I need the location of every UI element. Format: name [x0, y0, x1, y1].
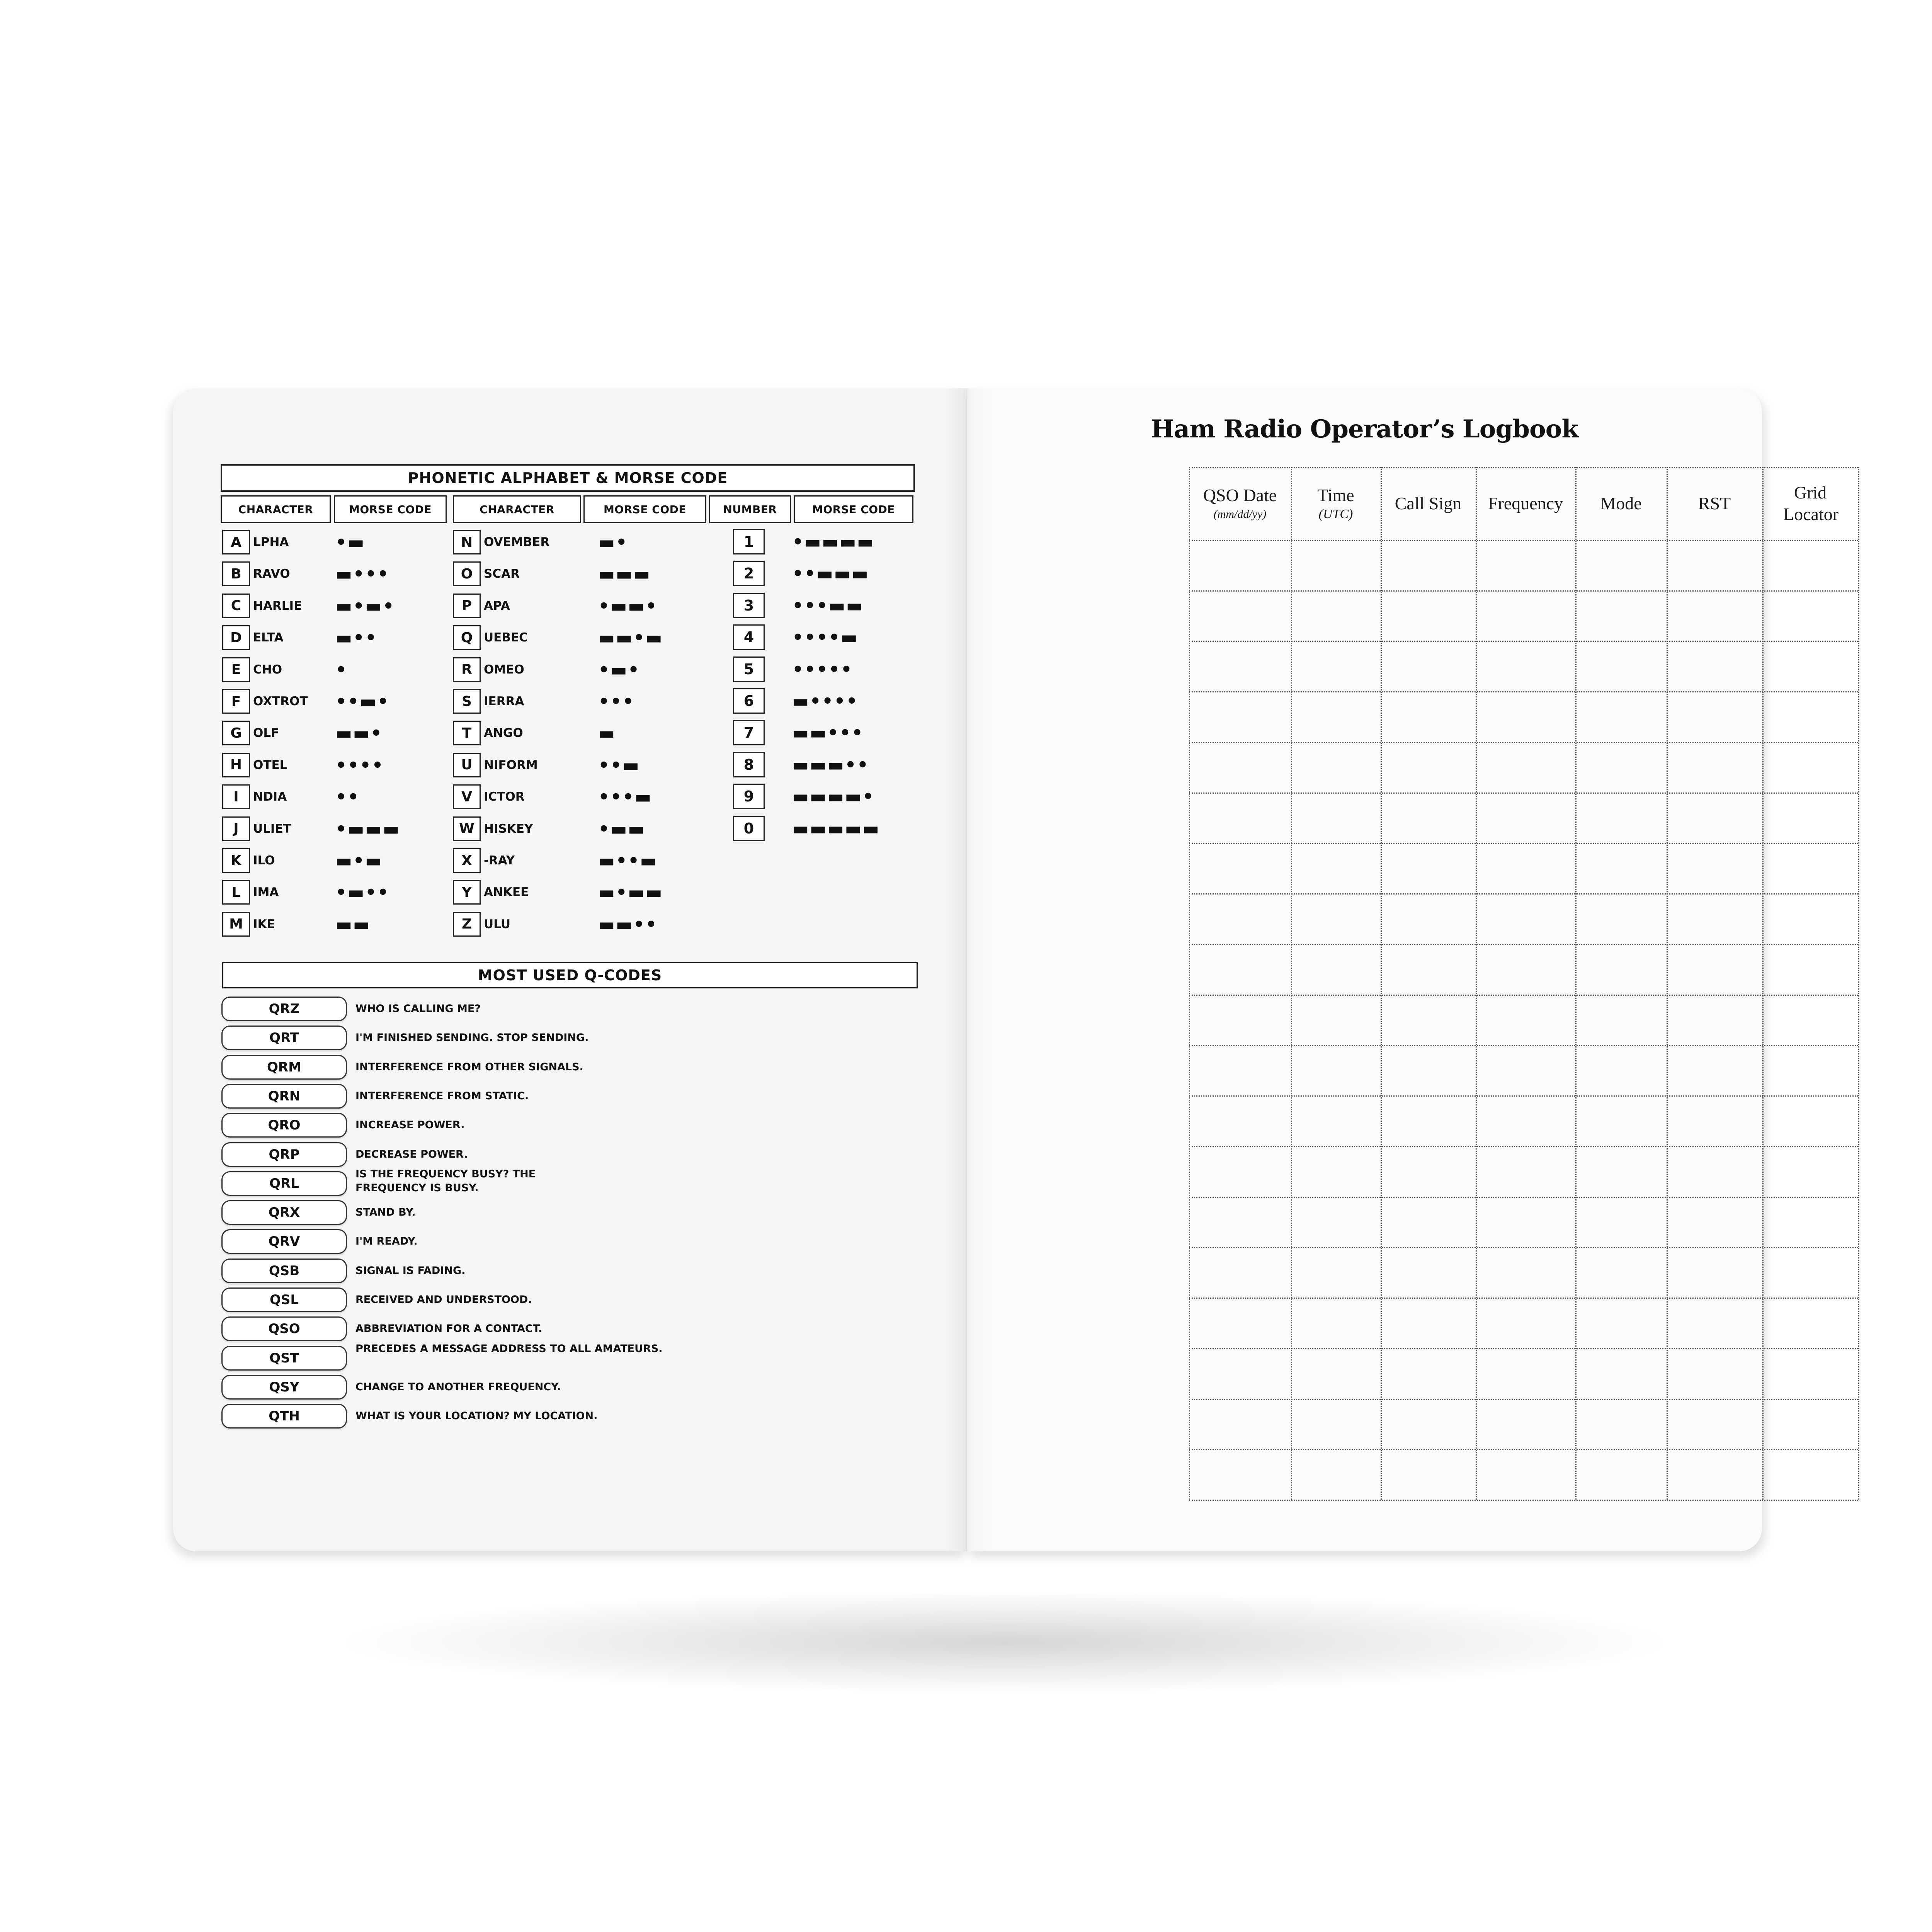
- table-column-header: [1291, 467, 1381, 540]
- table-row-line: [1189, 944, 1858, 945]
- phonetic-word-rest: APA: [484, 599, 510, 613]
- number-box: 5: [733, 656, 765, 682]
- table-row-line: [1189, 995, 1858, 996]
- table-row-line: [1189, 742, 1858, 743]
- q-code-pill: QST: [221, 1346, 347, 1371]
- morse-code: ▬▬•▬: [598, 627, 663, 648]
- morse-code: ▬••••: [792, 690, 859, 711]
- morse-code: ••••▬: [792, 627, 859, 648]
- phonetic-row: [222, 880, 467, 905]
- phonetic-row: [222, 753, 467, 777]
- morse-code: ▬▬▬▬•: [792, 786, 875, 807]
- left-page: [173, 388, 967, 1551]
- table-row-line: [1189, 893, 1858, 895]
- q-code-description: INTERFERENCE FROM STATIC.: [355, 1090, 529, 1102]
- book-shadow: [348, 1592, 1662, 1692]
- q-code-description: SIGNAL IS FADING.: [355, 1264, 466, 1277]
- phonetic-row: [222, 912, 467, 937]
- morse-code: ▬••: [335, 627, 378, 648]
- q-code-description: I'M FINISHED SENDING. STOP SENDING.: [355, 1032, 589, 1044]
- letter-box: O: [453, 561, 481, 586]
- morse-code: •▬••: [335, 882, 389, 903]
- phonetic-row: [222, 530, 467, 554]
- phonetic-row: [453, 594, 730, 618]
- column-sublabel: (mm/dd/yy): [1213, 508, 1267, 520]
- phonetic-row: [453, 848, 730, 873]
- morse-code: ▬: [598, 723, 616, 744]
- table-row-line: [1189, 1045, 1858, 1046]
- morse-code: ▬••▬: [598, 850, 658, 871]
- phonetic-row: [453, 625, 730, 650]
- letter-box: P: [453, 594, 481, 618]
- number-box: 6: [733, 688, 765, 714]
- phonetic-row: [453, 689, 730, 714]
- table-column-header: [1381, 467, 1476, 540]
- phonetic-word-rest: OLF: [253, 726, 279, 740]
- q-code-description: CHANGE TO ANOTHER FREQUENCY.: [355, 1381, 561, 1393]
- table-column-line: [1667, 467, 1668, 1500]
- number-box: 2: [733, 561, 765, 586]
- morse-code: ••▬•: [335, 691, 389, 712]
- phonetic-row: [222, 816, 467, 841]
- morse-code: ▬•: [598, 532, 628, 553]
- table-column-header: [1476, 467, 1575, 540]
- phonetic-word-rest: NIFORM: [484, 758, 538, 772]
- phonetic-row: [222, 848, 467, 873]
- q-codes-title: MOST USED Q-CODES: [222, 962, 918, 988]
- number-box: 9: [733, 784, 765, 809]
- phonetic-row: [453, 816, 730, 841]
- q-code-description: WHAT IS YOUR LOCATION? MY LOCATION.: [355, 1410, 598, 1422]
- letter-box: X: [453, 848, 481, 873]
- letter-box: M: [222, 912, 250, 937]
- q-code-description: RECEIVED AND UNDERSTOOD.: [355, 1294, 532, 1306]
- phonetic-word-rest: OVEMBER: [484, 535, 550, 549]
- morse-code: ▬▬•: [335, 723, 383, 744]
- table-row-line: [1189, 590, 1858, 592]
- q-code-pill: QRP: [221, 1142, 347, 1167]
- morse-code: ••▬▬▬: [792, 563, 869, 584]
- table-column-header: [1762, 467, 1858, 540]
- letter-box: K: [222, 848, 250, 873]
- column-sublabel: (UTC): [1318, 507, 1353, 521]
- table-row-line: [1189, 1247, 1858, 1248]
- column-label: Grid Locator: [1783, 483, 1839, 524]
- phonetic-word-rest: IKE: [253, 917, 275, 931]
- header-morse-code-1: MORSE CODE: [334, 495, 447, 523]
- table-row-line: [1189, 641, 1858, 642]
- header-character-2: CHARACTER: [453, 495, 581, 523]
- table-row-line: [1189, 1399, 1858, 1400]
- table-row-line: [1189, 1197, 1858, 1198]
- phonetic-row: [453, 721, 730, 745]
- q-code-pill: QRN: [221, 1084, 347, 1109]
- table-row-line: [1189, 1500, 1858, 1501]
- morse-code: ••••: [335, 754, 384, 776]
- phonetic-word-rest: UEBEC: [484, 631, 528, 645]
- phonetic-row: [453, 880, 730, 905]
- phonetic-row: [222, 625, 467, 650]
- q-code-description: I'M READY.: [355, 1235, 418, 1248]
- q-code-description: INCREASE POWER.: [355, 1119, 465, 1131]
- q-code-description: PRECEDES A MESSAGE ADDRESS TO ALL AMATEURS.: [355, 1342, 663, 1355]
- phonetic-word-rest: IERRA: [484, 694, 524, 708]
- letter-box: S: [453, 689, 481, 714]
- morse-code: ▬▬▬▬▬: [792, 818, 880, 839]
- phonetic-word-rest: ICTOR: [484, 790, 525, 804]
- phonetic-word-rest: OXTROT: [253, 694, 308, 708]
- phonetic-word-rest: LPHA: [253, 535, 289, 549]
- letter-box: G: [222, 721, 250, 745]
- q-code-pill: QRO: [221, 1113, 347, 1138]
- letter-box: B: [222, 561, 250, 586]
- q-code-description: IS THE FREQUENCY BUSY? THE FREQUENCY IS BUSY.: [355, 1168, 536, 1194]
- table-row-line: [1189, 1095, 1858, 1097]
- column-label: QSO Date: [1203, 485, 1277, 505]
- column-label: Mode: [1600, 493, 1642, 513]
- morse-code: ▬•▬▬: [598, 882, 663, 903]
- phonetic-word-rest: ANGO: [484, 726, 523, 740]
- phonetic-word-rest: RAVO: [253, 567, 290, 581]
- phonetic-word-rest: HARLIE: [253, 599, 302, 613]
- phonetic-row: [222, 594, 467, 618]
- open-notebook: [173, 388, 1839, 1551]
- table-column-line: [1381, 467, 1382, 1500]
- morse-code: •▬▬▬: [335, 818, 400, 839]
- q-code-description: INTERFERENCE FROM OTHER SIGNALS.: [355, 1061, 583, 1073]
- morse-code: ▬▬▬••: [792, 754, 869, 775]
- number-box: 4: [733, 624, 765, 650]
- morse-code: •••▬: [598, 786, 652, 808]
- q-code-pill: QTH: [221, 1404, 347, 1429]
- table-column-header: [1575, 467, 1667, 540]
- table-row-line: [1189, 1146, 1858, 1147]
- letter-box: A: [222, 530, 250, 554]
- q-code-pill: QRV: [221, 1229, 347, 1254]
- phonetic-row: [453, 784, 730, 809]
- morse-code: ▬▬••: [598, 913, 658, 935]
- table-column-line: [1762, 467, 1764, 1500]
- morse-code: ▬•▬: [335, 850, 383, 871]
- morse-code: ▬•▬•: [335, 595, 395, 616]
- table-column-header: [1189, 467, 1291, 540]
- right-page: [967, 388, 1839, 1551]
- morse-code: ••: [335, 786, 360, 808]
- table-row-line: [1189, 691, 1858, 692]
- phonetic-row: [453, 753, 730, 777]
- header-character-1: CHARACTER: [221, 495, 331, 523]
- q-code-pill: QRZ: [221, 997, 347, 1021]
- q-code-pill: QRL: [221, 1171, 347, 1196]
- table-row-line: [1189, 1298, 1858, 1299]
- table-column-line: [1291, 467, 1292, 1500]
- phonetic-row: [222, 657, 467, 682]
- letter-box: V: [453, 784, 481, 809]
- table-header-line: [1189, 540, 1858, 541]
- letter-box: R: [453, 657, 481, 682]
- q-code-pill: QSB: [221, 1259, 347, 1283]
- letter-box: W: [453, 816, 481, 841]
- phonetic-word-rest: IMA: [253, 885, 279, 900]
- q-code-pill: QSO: [221, 1316, 347, 1341]
- letter-box: H: [222, 753, 250, 777]
- phonetic-word-rest: ANKEE: [484, 885, 529, 900]
- table-row-line: [1189, 843, 1858, 844]
- phonetic-row: [222, 721, 467, 745]
- number-box: 8: [733, 752, 765, 777]
- header-morse-code-3: MORSE CODE: [794, 495, 913, 523]
- table-column-header: [1667, 467, 1762, 540]
- morse-code: •••▬▬: [792, 595, 864, 616]
- letter-box: U: [453, 753, 481, 777]
- phonetic-row: [222, 784, 467, 809]
- morse-code: •▬: [335, 532, 365, 553]
- letter-box: I: [222, 784, 250, 809]
- phonetic-word-rest: HISKEY: [484, 821, 533, 836]
- column-label: Call Sign: [1395, 493, 1462, 513]
- q-code-pill: QRT: [221, 1026, 347, 1050]
- phonetic-word-rest: -RAY: [484, 854, 515, 867]
- phonetic-word-rest: ULIET: [253, 821, 291, 836]
- letter-box: T: [453, 721, 481, 745]
- letter-box: D: [222, 625, 250, 650]
- table-column-line: [1575, 467, 1577, 1500]
- letter-box: Z: [453, 912, 481, 937]
- header-number: NUMBER: [709, 495, 791, 523]
- table-row-line: [1189, 1348, 1858, 1349]
- phonetic-word-rest: SCAR: [484, 567, 520, 581]
- logbook-table: [1189, 467, 1858, 1500]
- phonetic-word-rest: ELTA: [253, 631, 284, 645]
- morse-code: ▬•••: [335, 563, 389, 585]
- morse-code: ••▬: [598, 754, 640, 776]
- morse-code: •••: [598, 691, 635, 712]
- phonetic-word-rest: ULU: [484, 917, 510, 931]
- q-code-description: DECREASE POWER.: [355, 1148, 468, 1160]
- number-box: 3: [733, 593, 765, 618]
- phonetic-row: [453, 561, 730, 586]
- morse-code: •: [335, 659, 348, 680]
- morse-code: •▬▬: [598, 818, 646, 839]
- q-code-pill: QSY: [221, 1375, 347, 1400]
- morse-code: ▬▬: [335, 913, 371, 935]
- phonetic-word-rest: ILO: [253, 854, 275, 867]
- phonetic-word-rest: NDIA: [253, 790, 287, 804]
- column-label: Time: [1317, 485, 1354, 505]
- q-code-description: STAND BY.: [355, 1206, 416, 1219]
- letter-box: N: [453, 530, 481, 554]
- phonetic-row: [453, 657, 730, 682]
- phonetic-row: [453, 912, 730, 937]
- header-morse-code-2: MORSE CODE: [583, 495, 706, 523]
- table-row-line: [1189, 1449, 1858, 1450]
- number-box: 0: [733, 816, 765, 841]
- column-label: RST: [1698, 493, 1731, 513]
- morse-code: ▬▬▬: [598, 563, 651, 585]
- table-column-line: [1858, 467, 1859, 1500]
- column-label: Frequency: [1488, 493, 1563, 513]
- morse-code: •▬▬•: [598, 595, 658, 616]
- logbook-title: Ham Radio Operator’s Logbook: [1151, 415, 1578, 444]
- table-column-line: [1476, 467, 1477, 1500]
- letter-box: F: [222, 689, 250, 714]
- phonetic-row: [453, 530, 730, 554]
- letter-box: Q: [453, 625, 481, 650]
- table-row-line: [1189, 793, 1858, 794]
- morse-code: ▬▬•••: [792, 722, 864, 743]
- morse-code: •▬•: [598, 659, 640, 680]
- book-gutter: [946, 388, 992, 1551]
- phonetic-word-rest: OMEO: [484, 662, 524, 677]
- q-code-pill: QSL: [221, 1287, 347, 1312]
- phonetic-word-rest: OTEL: [253, 758, 287, 772]
- letter-box: J: [222, 816, 250, 841]
- phonetic-row: [222, 561, 467, 586]
- phonetic-word-rest: CHO: [253, 662, 282, 677]
- number-box: 1: [733, 529, 765, 554]
- letter-box: E: [222, 657, 250, 682]
- phonetic-alphabet-title: PHONETIC ALPHABET & MORSE CODE: [221, 464, 915, 492]
- morse-code: •▬▬▬▬: [792, 531, 875, 552]
- q-code-pill: QRM: [221, 1055, 347, 1080]
- morse-code: •••••: [792, 658, 853, 680]
- table-column-line: [1189, 467, 1190, 1500]
- letter-box: L: [222, 880, 250, 905]
- phonetic-row: [222, 689, 467, 714]
- q-code-pill: QRX: [221, 1200, 347, 1225]
- q-code-description: WHO IS CALLING ME?: [355, 1003, 481, 1015]
- q-code-description: ABBREVIATION FOR A CONTACT.: [355, 1323, 543, 1335]
- number-box: 7: [733, 720, 765, 745]
- letter-box: Y: [453, 880, 481, 905]
- letter-box: C: [222, 594, 250, 618]
